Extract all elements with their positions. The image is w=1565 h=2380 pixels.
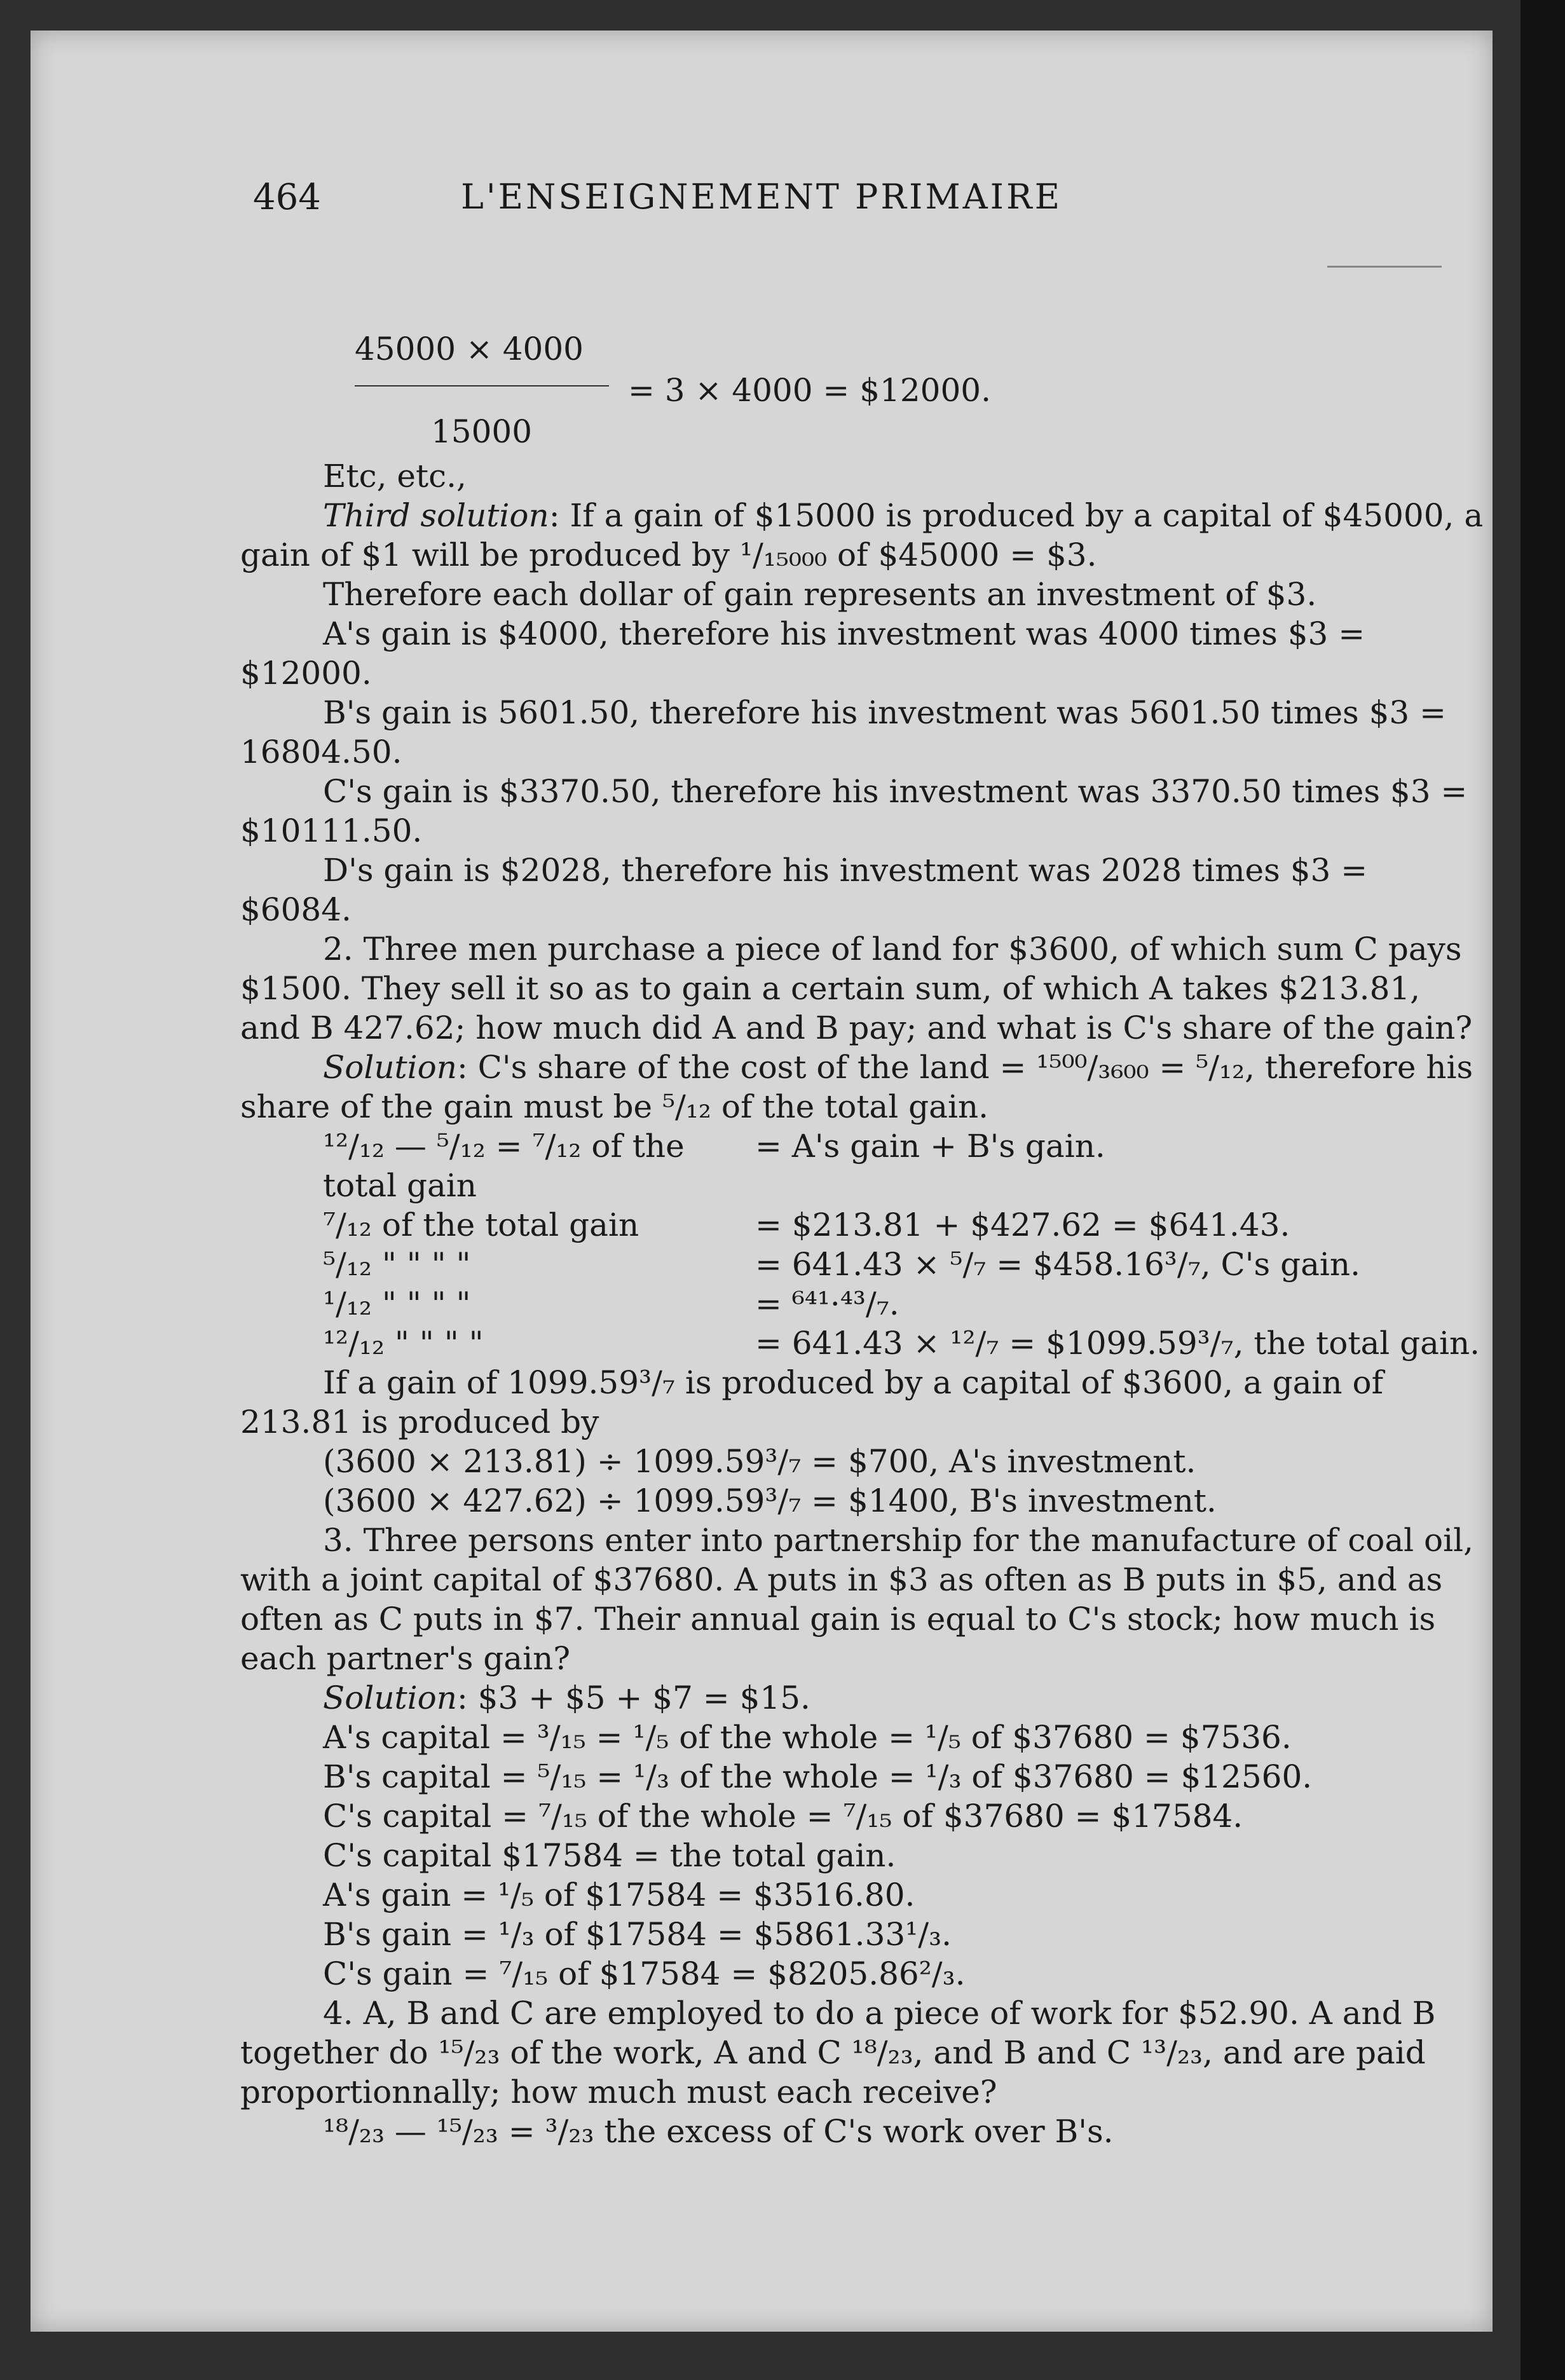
problem-2: 2. Three men purchase a piece of land for $3600, of which sum C pays $1500. They sell it so as to gain a certain sum, of which A takes $213.81, and B 427.62; how much did A and B pay; and what is C's share of the gain? [240,931,1473,1046]
solution-label: Solution [323,1049,457,1086]
c-gain-result: C's gain = ⁷/₁₅ of $17584 = $8205.86²/₃. [323,1955,966,1992]
a-gain-line: A's gain is $4000, therefore his investment was 4000 times $3 = $12000. [240,615,1365,692]
table-row [323,1126,1486,1205]
c-capital-total-line: C's capital $17584 = the total gain. [323,1837,896,1874]
table-row [323,1245,1486,1284]
last-line: ¹⁸/₂₃ — ¹⁵/₂₃ = ³/₂₃ the excess of C's work over B's. [323,2113,1114,2150]
problem-3: 3. Three persons enter into partnership for the manufacture of coal oil, with a joint capital of $37680. A puts in $3 as often as B puts in $5, and as often as C puts in $7. Their annual gain is equal to C's stock; how much is each partner's gain? [240,1522,1474,1677]
therefore-line: Therefore each dollar of gain represents an investment of $3. [323,576,1317,613]
row-label: ¹/₁₂ " " " " [323,1285,471,1322]
b-gain-result: B's gain = ¹/₃ of $17584 = $5861.33¹/₃. [323,1916,952,1953]
if-gain-line: If a gain of 1099.59³/₇ is produced by a capital of $3600, a gain of 213.81 is produced by [240,1364,1384,1440]
c-capital-line: C's capital = ⁷/₁₅ of the whole = ⁷/₁₅ of $37680 = $17584. [323,1798,1243,1835]
page-body [240,329,1486,2151]
row-label: ¹²/₁₂ — ⁵/₁₂ = ⁷/₁₂ of the total gain [323,1128,685,1204]
a-gain-result: A's gain = ¹/₅ of $17584 = $3516.80. [323,1877,915,1913]
fraction-formula [355,329,1486,456]
solution-2-text: : C's share of the cost of the land = ¹⁵⁰⁰/₃₆₀₀ = ⁵/₁₂, therefore his share of the gain must be ⁵/₁₂ of the total gain. [240,1049,1473,1125]
d-gain-line: D's gain is $2028, therefore his investment was 2028 times $3 = $6084. [240,852,1368,928]
book-spine-shadow [1521,0,1565,2380]
table-row [323,1323,1486,1363]
third-solution-text: : If a gain of $15000 is produced by a capital of $45000, a gain of $1 will be produced by ¹/₁₅₀₀₀ of $45000 = $3. [240,497,1484,573]
row-label: ¹²/₁₂ " " " " [323,1325,484,1362]
formula-result: = 3 × 4000 = $12000. [628,372,991,409]
page-header [31,177,1493,228]
table-row [323,1284,1486,1323]
problem-4: 4. A, B and C are employed to do a piece of work for $52.90. A and B together do ¹⁵/₂₃ of the work, A and C ¹⁸/₂₃, and B and C ¹³/₂₃, and are paid proportionnally; how much must each receive? [240,1995,1436,2110]
row-value: = 641.43 × ¹²/₇ = $1099.59³/₇, the total gain. [755,1325,1480,1362]
calc-b-line: (3600 × 427.62) ÷ 1099.59³/₇ = $1400, B's investment. [323,1482,1217,1519]
running-title: L'ENSEIGNEMENT PRIMAIRE [460,177,1063,217]
b-gain-line: B's gain is 5601.50, therefore his investment was 5601.50 times $3 = 16804.50. [240,694,1446,770]
third-solution [240,496,1486,575]
c-gain-line: C's gain is $3370.50, therefore his investment was 3370.50 times $3 = $10111.50. [240,773,1468,849]
calc-a-line: (3600 × 213.81) ÷ 1099.59³/₇ = $700, A's investment. [323,1443,1196,1480]
row-label: ⁵/₁₂ " " " " [323,1246,471,1283]
row-value: = 641.43 × ⁵/₇ = $458.16³/₇, C's gain. [755,1246,1360,1283]
b-capital-line: B's capital = ⁵/₁₅ = ¹/₃ of the whole = ¹/₃ of $37680 = $12560. [323,1758,1313,1795]
row-value: = $213.81 + $427.62 = $641.43. [755,1207,1290,1243]
book-page [31,31,1493,2332]
fraction-bar [355,385,609,386]
formula-denominator: 15000 [431,413,533,450]
row-value: = A's gain + B's gain. [755,1128,1105,1165]
table-row [323,1205,1486,1245]
gain-table [323,1126,1486,1363]
solution-3-text: : $3 + $5 + $7 = $15. [456,1679,810,1716]
a-capital-line: A's capital = ³/₁₅ = ¹/₅ of the whole = ¹/₅ of $37680 = $7536. [323,1719,1292,1756]
row-value: = ⁶⁴¹·⁴³/₇. [755,1285,899,1322]
etc-line: Etc, etc., [323,458,467,495]
page-number: 464 [253,177,321,218]
solution-3 [323,1678,1486,1718]
third-solution-label: Third solution [323,497,549,534]
formula-numerator: 45000 × 4000 [355,331,584,367]
row-label: ⁷/₁₂ of the total gain [323,1207,639,1243]
header-rule [1327,266,1442,268]
solution-2 [240,1048,1486,1126]
solution-label: Solution [323,1679,457,1716]
